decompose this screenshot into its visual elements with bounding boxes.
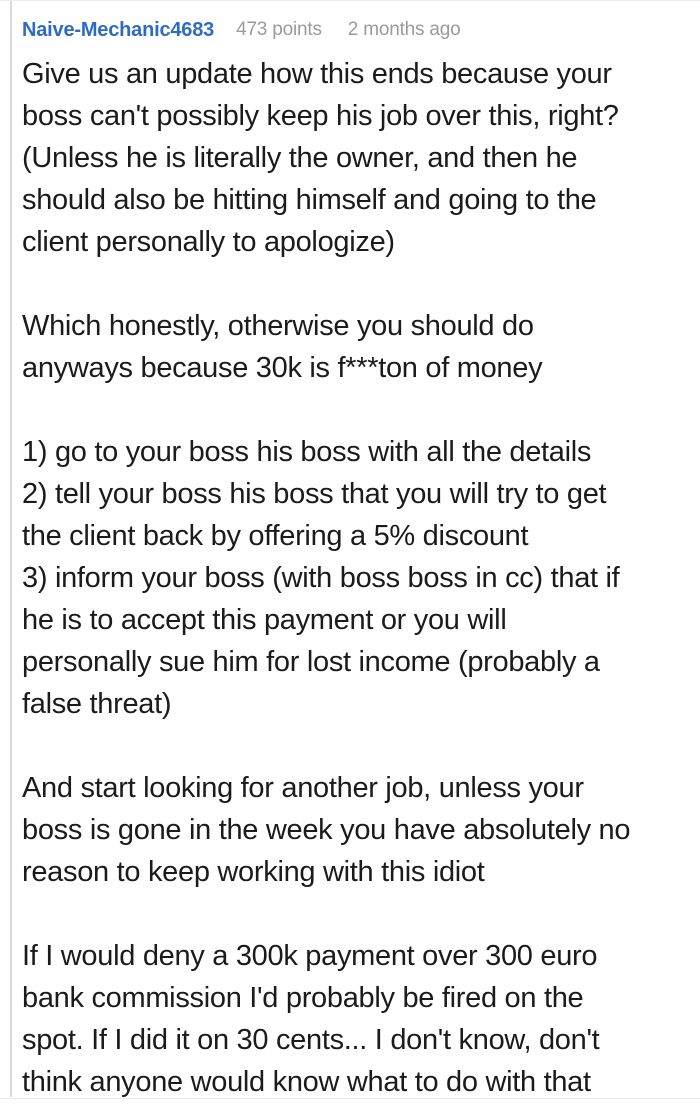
comment-line: 3) inform your boss (with boss boss in cc) that if (22, 562, 620, 594)
comment-line: And start looking for another job, unless your (22, 772, 584, 804)
comment-body (22, 53, 680, 1103)
comment-line: reason to keep working with this idiot (22, 856, 485, 888)
comment-paragraph (22, 935, 680, 1103)
comment-paragraph (22, 305, 680, 389)
comment-line: should also be hitting himself and going to the (22, 184, 597, 216)
bottom-divider (0, 1098, 700, 1099)
comment-line: the client back by offering a 5% discount (22, 520, 529, 552)
comment-paragraph (22, 53, 680, 263)
comment-line: think anyone would know what to do with that (22, 1066, 591, 1098)
comment-line: 1) go to your boss his boss with all the details (22, 436, 592, 468)
comment-header (22, 15, 680, 45)
comment-line: Which honestly, otherwise you should do (22, 310, 534, 342)
comment-paragraph (22, 431, 680, 725)
comment-timestamp: 2 months ago (347, 19, 461, 40)
comment-line: he is to accept this payment or you will (22, 604, 507, 636)
comment-line: boss is gone in the week you have absolutely no (22, 814, 631, 846)
comment (22, 1, 680, 1103)
comment-line: (Unless he is literally the owner, and then he (22, 142, 578, 174)
comment-author-link[interactable]: Naive-Mechanic4683 (22, 18, 215, 41)
comment-paragraph (22, 767, 680, 893)
comment-line: If I would deny a 300k payment over 300 euro (22, 940, 598, 972)
comment-line: anyways because 30k is f***ton of money (22, 352, 543, 384)
comment-line: 2) tell your boss his boss that you will try to get (22, 478, 607, 510)
comment-line: personally sue him for lost income (probably a (22, 646, 600, 678)
comment-thread-line (10, 1, 12, 1097)
comment-line: client personally to apologize) (22, 226, 395, 258)
comment-line: spot. If I did it on 30 cents... I don't know, don't (22, 1024, 600, 1056)
comment-line: Give us an update how this ends because your (22, 58, 612, 90)
comment-line: false threat) (22, 688, 172, 720)
comment-line: boss can't possibly keep his job over this, right? (22, 100, 619, 132)
comment-points: 473 points (236, 19, 322, 40)
comment-line: bank commission I'd probably be fired on the (22, 982, 584, 1014)
